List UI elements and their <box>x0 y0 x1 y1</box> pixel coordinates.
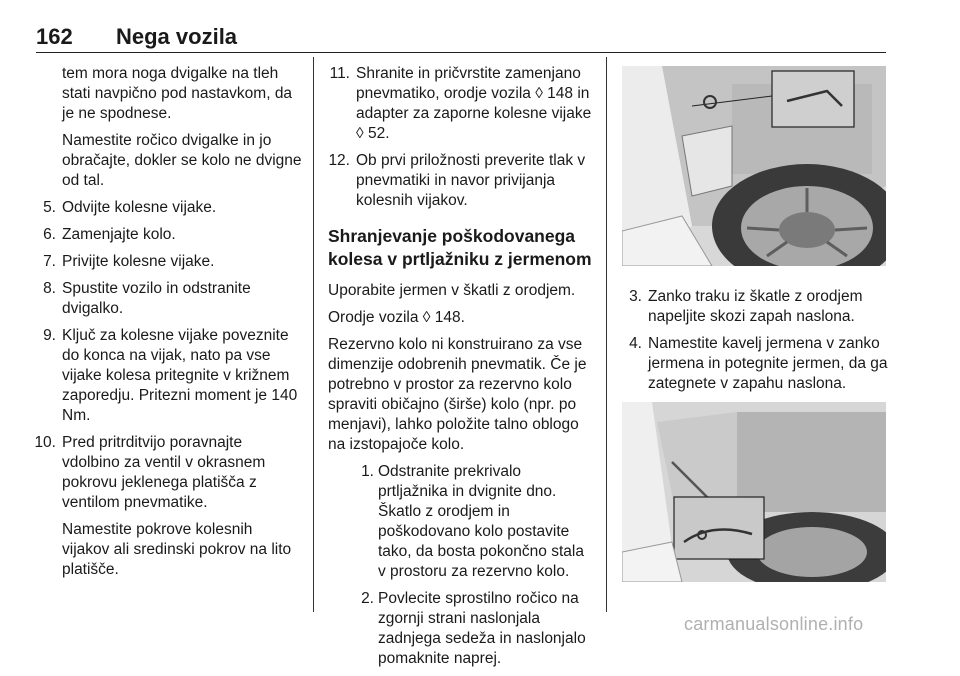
paragraph: tem mora noga dvigalke na tleh stati navpično pod nastavkom, da je ne spodnese. <box>62 65 293 122</box>
list-item <box>622 334 888 394</box>
list-item <box>356 462 594 582</box>
list-item <box>36 433 304 513</box>
list-text: Ključ za kolesne vijake poveznite do konca na vijak, nato pa vse vijake kolesa pritegnite v križnem zaporedju. Pritezni moment je 140 Nm. <box>62 327 298 424</box>
spare-wheel-illustration <box>622 66 886 266</box>
column-divider <box>313 57 314 612</box>
paragraph: Namestite ročico dvigalke in jo obračajte, dokler se kolo ne dvigne od tal. <box>62 132 302 189</box>
paragraph: Namestite pokrove kolesnih vijakov ali sredinski pokrov na lito platišče. <box>62 521 292 578</box>
list-number: 8. <box>43 280 56 297</box>
list-text: Pred pritrditvijo poravnajte vdolbino za ventil v okrasnem pokrovu jeklenega platišča z ventilom pnevmatike. <box>62 434 266 511</box>
list-text: Spustite vozilo in odstranite dvigalko. <box>62 280 251 317</box>
list-number: 6. <box>43 226 56 243</box>
column-divider <box>606 57 607 612</box>
list-text: Odstranite prekrivalo prtljažnika in dvignite dno. Škatlo z orodjem in poškodovano kolo postavite tako, da bosta pokončno stala v prostoru za rezervno kolo. <box>378 463 584 580</box>
column-2 <box>328 64 594 676</box>
list-text: Privijte kolesne vijake. <box>62 253 215 270</box>
list-number: 3. <box>629 288 642 305</box>
list-number: 4. <box>629 335 642 352</box>
list-text: Namestite kavelj jermena v zanko jermena in potegnite jermen, da ga zategnete v zapahu naslona. <box>648 335 888 392</box>
list-number: 2. <box>361 590 374 607</box>
column-3 <box>622 287 888 401</box>
list-number: 7. <box>43 253 56 270</box>
list-text: Povlecite sprostilno ročico na zgornji strani naslonjala zadnjega sedeža in naslonjalo pomaknite naprej. <box>378 590 586 667</box>
paragraph: Rezervno kolo ni konstruirano za vse dimenzije odobrenih pnevmatik. Če je potrebno v prostor za rezervno kolo spraviti običajno (širše) kolo (npr. po menjavi), lahko položite talno oblogo na izstopajoče kolo. <box>328 336 587 453</box>
list-number: 12. <box>328 152 350 169</box>
list-number: 10. <box>34 434 56 451</box>
list-item <box>328 151 594 211</box>
strap-drawing <box>622 402 886 582</box>
paragraph: Orodje vozila ◊ 148. <box>328 309 465 326</box>
list-number: 1. <box>361 463 374 480</box>
paragraph: Uporabite jermen v škatli z orodjem. <box>328 282 576 299</box>
list-item <box>622 287 888 327</box>
section-heading: Shranjevanje poškodovanega kolesa v prtljažniku z jermenom <box>328 226 592 269</box>
page-title: Nega vozila <box>116 24 238 49</box>
list-item <box>36 198 304 218</box>
strap-illustration <box>622 402 886 582</box>
list-number: 5. <box>43 199 56 216</box>
list-item <box>328 64 594 144</box>
list-text: Shranite in pričvrstite zamenjano pnevmatiko, orodje vozila ◊ 148 in adapter za zaporne kolesne vijake ◊ 52. <box>356 65 592 142</box>
list-item <box>36 326 304 426</box>
list-text: Ob prvi priložnosti preverite tlak v pnevmatiki in navor privijanja kolesnih vijakov. <box>356 152 586 209</box>
list-item <box>36 225 304 245</box>
list-text: Odvijte kolesne vijake. <box>62 199 217 216</box>
list-number: 11. <box>329 65 350 82</box>
column-1 <box>36 64 304 587</box>
list-item <box>36 252 304 272</box>
list-text: Zanko traku iz škatle z orodjem napeljite skozi zapah naslona. <box>648 288 863 325</box>
sub-list <box>328 462 594 669</box>
list-text: Zamenjajte kolo. <box>62 226 176 243</box>
list-item <box>36 279 304 319</box>
list-number: 9. <box>43 327 56 344</box>
spare-wheel-drawing <box>622 66 886 266</box>
page-number: 162 <box>36 24 73 49</box>
list-item <box>356 589 594 669</box>
watermark: carmanualsonline.info <box>684 614 864 634</box>
page-header <box>36 22 886 53</box>
